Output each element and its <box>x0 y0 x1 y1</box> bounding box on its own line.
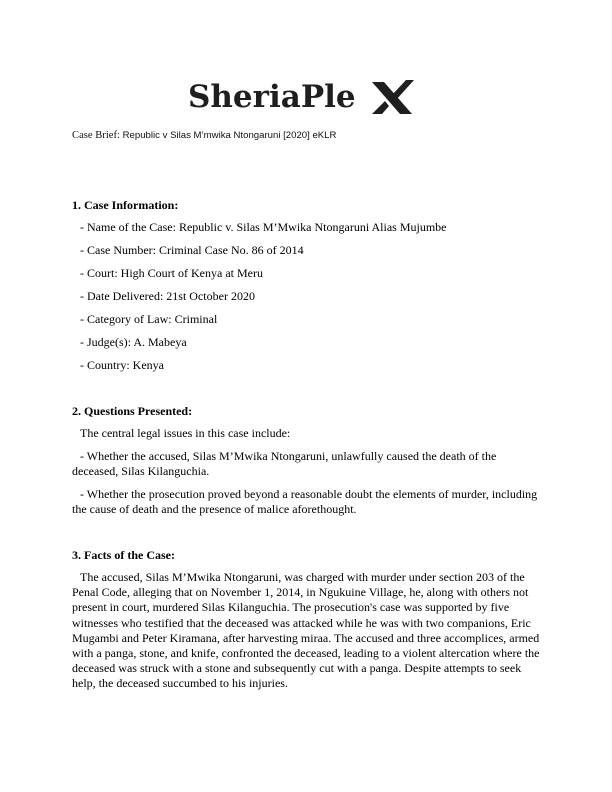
facts-paragraph: The accused, Silas M’Mwika Ntongaruni, was charged with murder under section 203 of the Penal Code, alleging that on November 1, 2014, in Ngukuine Village, he, along with others not present in court, murdered Silas Kilanguchia. The prosecution's case was supported by five witnesses who testified that the deceased was attacked while he was with two companions, Eric Mugambi and Peter Kiramana, after harvesting miraa. The accused and three accomplices, armed with a panga, stone, and knife, confronted the deceased, leading to a violent altercation where the deceased was struck with a stone and subsequently cut with a panga. Despite attempts to seek help, the deceased succumbed to his injuries. <box>72 570 540 691</box>
logo-x-mark-icon <box>370 80 414 116</box>
logo-wordmark: SheriaPle <box>188 79 356 115</box>
section-heading-case-information: 1. Case Information: <box>72 198 179 212</box>
section-heading-facts: 3. Facts of the Case: <box>72 548 175 562</box>
case-brief-title: Republic v Silas M’mwika Ntongaruni [2020] eKLR <box>122 130 337 141</box>
question-paragraph: - Whether the accused, Silas M’Mwika Ntongaruni, unlawfully caused the death of the deceased, Silas Kilanguchia. <box>72 449 497 479</box>
case-info-item: - Country: Kenya <box>80 358 164 372</box>
question-paragraph: - Whether the prosecution proved beyond a reasonable doubt the elements of murder, including the cause of death and the presence of malice aforethought. <box>72 487 538 517</box>
case-info-item: - Name of the Case: Republic v. Silas M’Mwika Ntongaruni Alias Mujumbe <box>80 220 447 234</box>
case-info-item: - Date Delivered: 21st October 2020 <box>80 289 255 303</box>
sheriaplex-logo <box>188 76 418 118</box>
case-info-item: - Case Number: Criminal Case No. 86 of 2014 <box>80 243 304 257</box>
case-info-item: - Court: High Court of Kenya at Meru <box>80 266 263 280</box>
case-brief-label: Case Brief: <box>72 130 120 141</box>
section-heading-questions-presented: 2. Questions Presented: <box>72 404 193 418</box>
case-info-item: - Category of Law: Criminal <box>80 312 218 326</box>
questions-intro: The central legal issues in this case include: <box>80 426 291 440</box>
case-brief-line <box>72 130 336 141</box>
case-info-item: - Judge(s): A. Mabeya <box>80 335 187 349</box>
